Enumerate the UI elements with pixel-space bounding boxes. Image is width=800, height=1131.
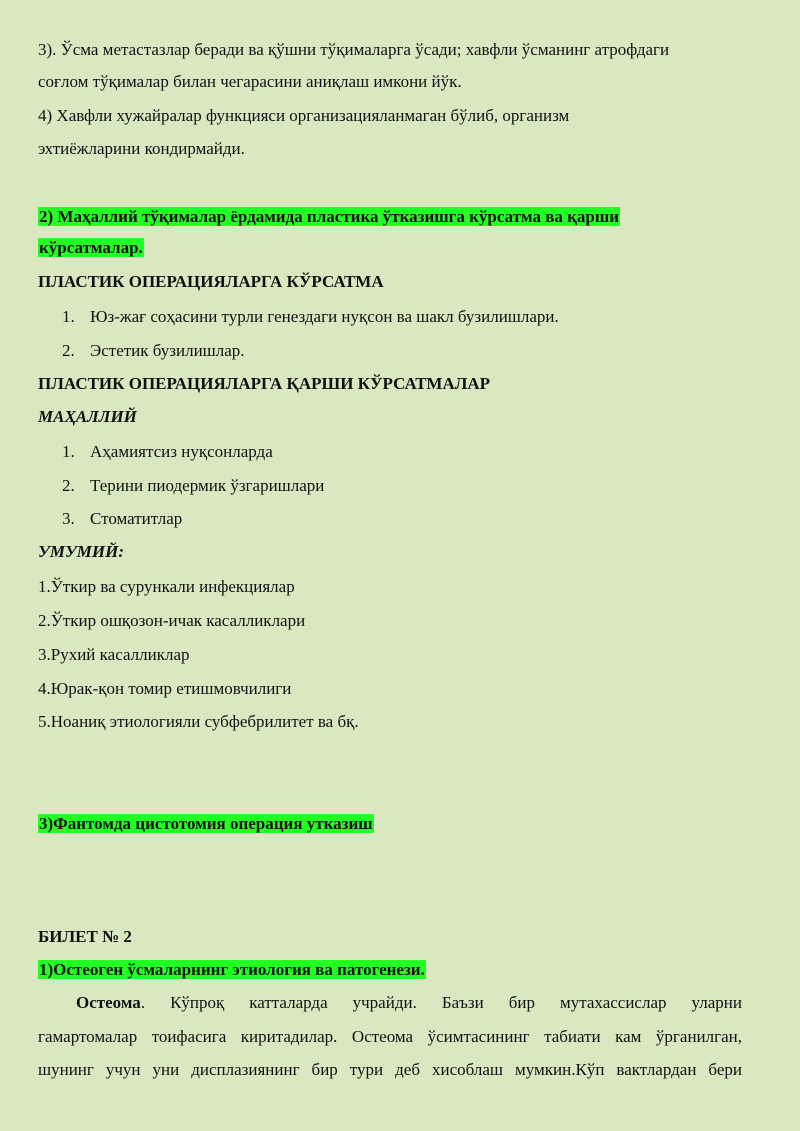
paragraph-line: шунинг учун уни дисплазиянинг бир тури деб хисоблаш мумкин.Кўп вактлардан бери: [38, 1060, 742, 1079]
section-3-title: 3)Фантомда цистотомия операция утказиш: [39, 814, 373, 833]
question-1-title: 1)Остеоген ўсмаларнинг этиология ва патогенези.: [39, 960, 425, 979]
list-item: 4.Юрак-қон томир етишмовчилиги: [38, 679, 292, 698]
ticket-heading: БИЛЕТ № 2: [38, 927, 132, 946]
list-item: 5.Ноаниқ этиологияли субфебрилитет ва бқ.: [38, 712, 359, 731]
paragraph-line: соғлом тўқималар билан чегарасини аниқлаш имкони йўк.: [38, 72, 462, 91]
paragraph-line: эхтиёжларини кондирмайди.: [38, 139, 245, 158]
section-2-title-line1: 2) Маҳаллий тўқималар ёрдамида пластика ўтказишга кўрсатма ва қарши: [39, 207, 620, 226]
paragraph-line: 4) Хавфли хужайралар функцияси организацияланмаган бўлиб, организм: [38, 106, 570, 125]
list-item: 3.Рухий касалликлар: [38, 645, 190, 664]
contraindications-heading: ПЛАСТИК ОПЕРАЦИЯЛАРГА ҚАРШИ КЎРСАТМАЛАР: [38, 374, 491, 393]
paragraph-line: Остеома. Кўпроқ катталарда учрайди. Баъзи бир мутахассислар уларни: [76, 993, 742, 1012]
list-item: 2. Терини пиодермик ўзгаришлари: [62, 476, 325, 495]
paragraph-line: 3). Ўсма метастазлар беради ва қўшни тўқималарга ўсади; хавфли ўсманинг атрофдаги: [38, 40, 670, 59]
list-item: 2. Эстетик бузилишлар.: [62, 341, 245, 360]
list-item: 1. Аҳамиятсиз нуқсонларда: [62, 442, 273, 461]
list-item: 2.Ўткир ошқозон-ичак касалликлари: [38, 611, 306, 630]
list-item: 1.Ўткир ва сурункали инфекциялар: [38, 577, 295, 596]
list-item: 1. Юз-жағ соҳасини турли генездаги нуқсон ва шакл бузилишлари.: [62, 307, 559, 326]
general-heading: УМУМИЙ:: [38, 542, 124, 561]
list-item: 3. Стоматитлар: [62, 509, 183, 528]
paragraph-line: гамартомалар тоифасига киритадилар. Остеома ўсимтасининг табиати кам ўрганилган,: [38, 1027, 742, 1046]
section-2-title-line2: кўрсатмалар.: [39, 238, 143, 257]
local-heading: МАҲАЛЛИЙ: [38, 407, 137, 426]
indications-heading: ПЛАСТИК ОПЕРАЦИЯЛАРГА КЎРСАТМА: [38, 272, 384, 291]
